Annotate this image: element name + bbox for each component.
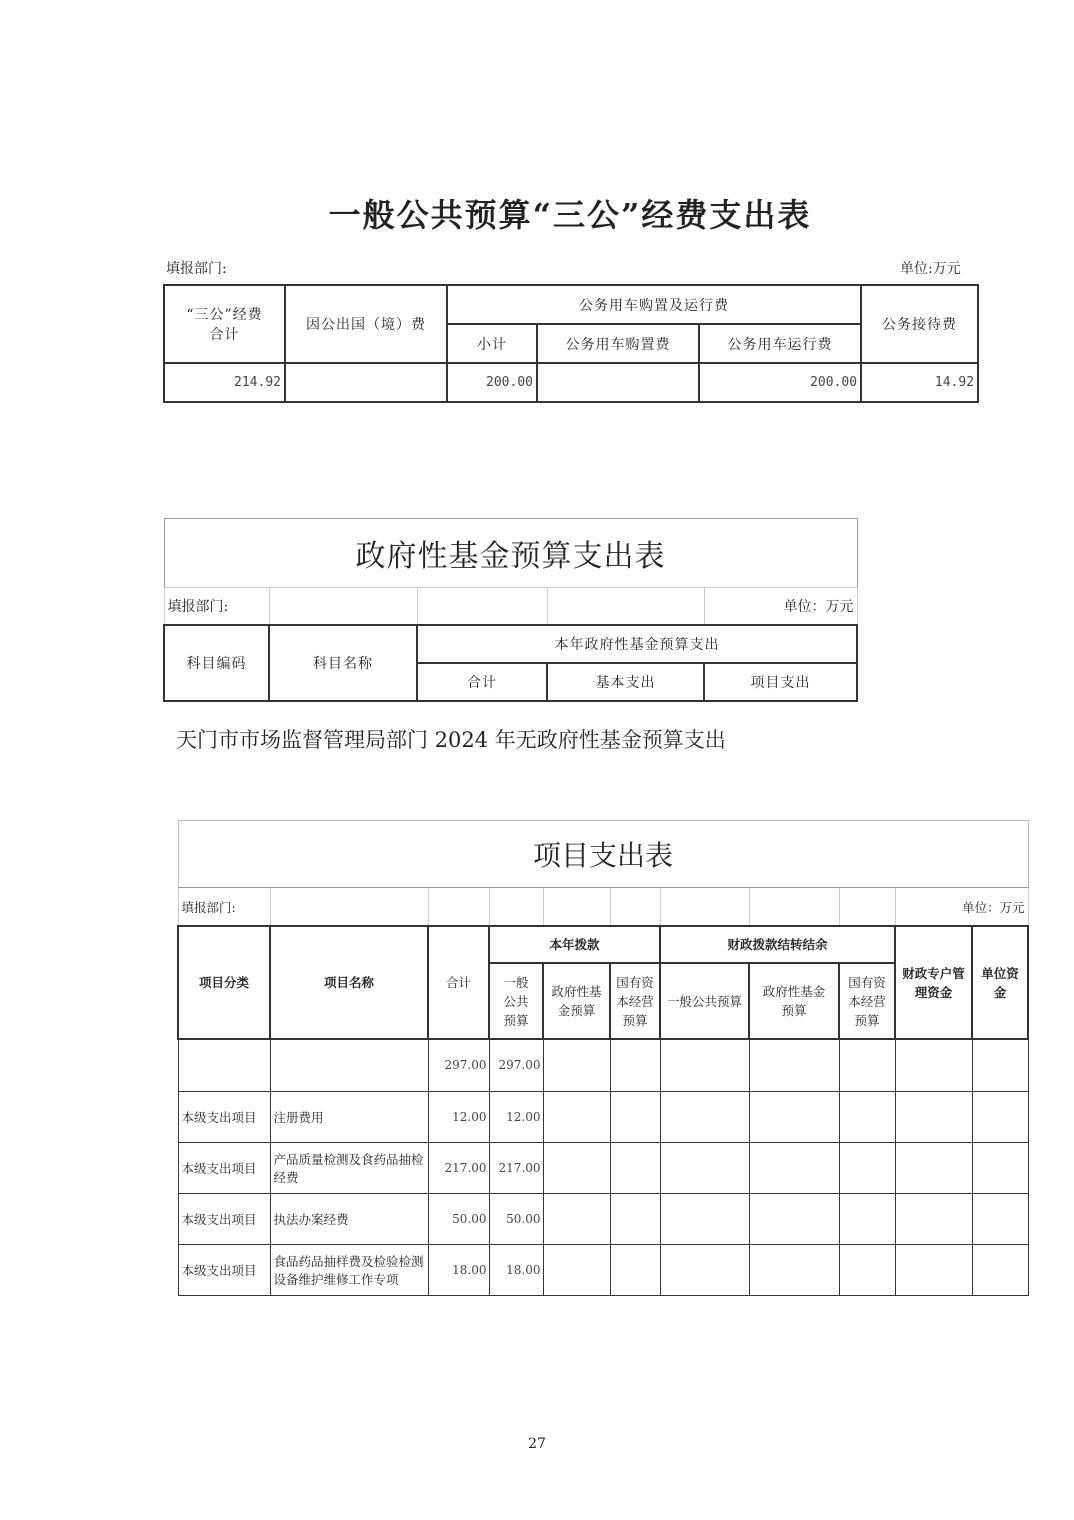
project-dept-label: 填报部门:: [178, 888, 270, 927]
header-fund-group: 本年政府性基金预算支出: [417, 625, 857, 663]
header-fund-total: 合计: [417, 663, 547, 701]
header-vehicle-operation: 公务用车运行费: [699, 324, 861, 363]
value-vehicle-operation: 200.00: [699, 363, 861, 402]
row-general: 12.00: [489, 1091, 543, 1142]
gov-fund-table-title: 政府性基金预算支出表: [164, 519, 857, 588]
header-vehicle-purchase: 公务用车购置费: [537, 324, 699, 363]
row-name: 食品药品抽样费及检验检测设备维护维修工作专项: [270, 1244, 428, 1295]
table-row: [178, 1142, 1028, 1193]
header-subject-code: 科目编码: [164, 625, 269, 701]
sangong-unit-label: 单位:万元: [900, 261, 961, 277]
sangong-table: [163, 284, 979, 403]
project-unit-label: 单位：万元: [895, 888, 1028, 927]
header-vehicle-subtotal: 小计: [447, 324, 537, 363]
header-subject-name: 科目名称: [269, 625, 417, 701]
header-carry-fund: 政府性基金预算: [749, 963, 839, 1039]
header-unit-funds: 单位资金: [972, 926, 1028, 1039]
header-project-total: 合计: [428, 926, 489, 1039]
row-category: 本级支出项目: [178, 1193, 270, 1244]
row-category: 本级支出项目: [178, 1091, 270, 1142]
header-sangong-total: “三公”经费合计: [164, 285, 285, 363]
header-carryover: 财政拨款结转结余: [660, 926, 895, 963]
header-abroad: 因公出国（境）费: [285, 285, 447, 363]
value-abroad: [285, 363, 447, 402]
total-row-general: 297.00: [489, 1039, 543, 1091]
header-carry-state: 国有资本经营预算: [839, 963, 895, 1039]
page-number: 27: [528, 1436, 546, 1452]
row-category: 本级支出项目: [178, 1244, 270, 1295]
header-project-category: 项目分类: [178, 926, 270, 1039]
header-reception: 公务接待费: [861, 285, 978, 363]
gov-fund-dept-label: 填报部门:: [164, 588, 269, 626]
row-category: 本级支出项目: [178, 1142, 270, 1193]
header-vehicle-group: 公务用车购置及运行费: [447, 285, 861, 324]
row-general: 217.00: [489, 1142, 543, 1193]
header-project-name: 项目名称: [270, 926, 428, 1039]
value-vehicle-purchase: [537, 363, 699, 402]
row-general: 18.00: [489, 1244, 543, 1295]
value-vehicle-subtotal: 200.00: [447, 363, 537, 402]
header-fund-budget: 政府性基金预算: [543, 963, 610, 1039]
header-special-account: 财政专户管理资金: [895, 926, 972, 1039]
header-fund-basic: 基本支出: [547, 663, 704, 701]
gov-fund-table: [163, 518, 858, 702]
row-general: 50.00: [489, 1193, 543, 1244]
header-general-budget: 一般公共预算: [489, 963, 543, 1039]
row-total: 50.00: [428, 1193, 489, 1244]
table-row: [178, 1091, 1028, 1142]
row-total: 217.00: [428, 1142, 489, 1193]
total-row-total: 297.00: [428, 1039, 489, 1091]
value-sangong-total: 214.92: [164, 363, 285, 402]
header-fund-project: 项目支出: [704, 663, 857, 701]
row-name: 执法办案经费: [270, 1193, 428, 1244]
project-expense-table: [177, 820, 1029, 1296]
sangong-dept-label: 填报部门:: [166, 261, 227, 277]
row-total: 12.00: [428, 1091, 489, 1142]
header-current-appropriation: 本年拨款: [489, 926, 660, 963]
row-name: 产品质量检测及食药品抽检经费: [270, 1142, 428, 1193]
row-total: 18.00: [428, 1244, 489, 1295]
header-state-capital: 国有资本经营预算: [610, 963, 660, 1039]
gov-fund-unit-label: 单位：万元: [704, 588, 857, 626]
gov-fund-note: 天门市市场监督管理局部门 2024 年无政府性基金预算支出: [176, 728, 726, 752]
table-row: [178, 1193, 1028, 1244]
value-reception: 14.92: [861, 363, 978, 402]
sangong-table-title: 一般公共预算“三公”经费支出表: [328, 196, 812, 234]
row-name: 注册费用: [270, 1091, 428, 1142]
project-table-title: 项目支出表: [178, 821, 1028, 888]
table-row: [178, 1244, 1028, 1295]
header-carry-general: 一般公共预算: [660, 963, 749, 1039]
